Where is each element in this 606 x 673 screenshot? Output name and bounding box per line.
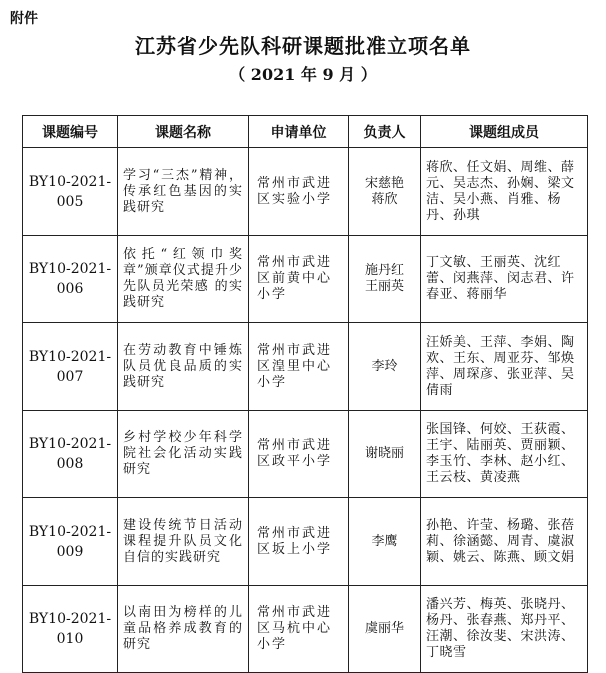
project-name: 在劳动教育中锤炼队员优良品质的实践研究: [118, 323, 249, 411]
table-row: [23, 411, 588, 498]
header-unit: 申请单位: [249, 116, 349, 148]
project-name: 学习“三杰”精神，传承红色基因的实践研究: [118, 148, 249, 236]
applicant-unit: 常州市武进区实验小学: [249, 148, 349, 236]
project-table: [22, 115, 588, 673]
table-header-row: [23, 116, 588, 148]
project-code: BY10-2021-008: [23, 411, 118, 498]
header-lead: 负责人: [349, 116, 421, 148]
project-code: BY10-2021-006: [23, 236, 118, 323]
table-row: [23, 586, 588, 673]
document-date: （ 2021 年 9 月 ）: [229, 65, 377, 84]
attachment-label: 附件: [10, 11, 38, 27]
team-members: 张国锋、何姣、王荻霞、王宇、陆丽英、贾丽颖、李玉竹、李林、赵小红、王云枝、黄凌燕: [421, 411, 588, 498]
project-code: BY10-2021-009: [23, 498, 118, 586]
project-name: 建设传统节日活动课程提升队员文化自信的实践研究: [118, 498, 249, 586]
team-members: 汪娇美、王萍、李娟、陶欢、王东、周亚芬、邹焕萍、周琛彦、张亚萍、吴倩雨: [421, 323, 588, 411]
project-name: 以南田为榜样的儿童品格养成教育的研究: [118, 586, 249, 673]
project-lead: 李玲: [349, 323, 421, 411]
project-code: BY10-2021-010: [23, 586, 118, 673]
applicant-unit: 常州市武进区政平小学: [249, 411, 349, 498]
team-members: 蒋欣、任文娟、周维、薛元、吴志杰、孙娴、梁文洁、吴小燕、肖雅、杨丹、孙琪: [421, 148, 588, 236]
project-code: BY10-2021-007: [23, 323, 118, 411]
project-lead: 施丹红 王丽英: [349, 236, 421, 323]
team-members: 潘兴芳、梅英、张晓丹、杨丹、张春燕、郑丹平、汪潮、徐汝斐、宋洪涛、丁晓雪: [421, 586, 588, 673]
table-row: [23, 236, 588, 323]
document-title: 江苏省少先队科研课题批准立项名单: [135, 34, 471, 58]
table-row: [23, 498, 588, 586]
team-members: 孙艳、许莹、杨璐、张蓓莉、徐涵懿、周青、虞淑颖、姚云、陈燕、顾文娟: [421, 498, 588, 586]
table-row: [23, 323, 588, 411]
project-name: 依托“红领巾奖章”颁章仪式提升少先队员光荣感 的实践研究: [118, 236, 249, 323]
project-name: 乡村学校少年科学院社会化活动实践研究: [118, 411, 249, 498]
applicant-unit: 常州市武进区前黄中心小学: [249, 236, 349, 323]
project-lead: 谢晓丽: [349, 411, 421, 498]
table-row: [23, 148, 588, 236]
project-code: BY10-2021-005: [23, 148, 118, 236]
applicant-unit: 常州市武进区马杭中心小学: [249, 586, 349, 673]
applicant-unit: 常州市武进区湟里中心小学: [249, 323, 349, 411]
header-name: 课题名称: [118, 116, 249, 148]
project-lead: 宋慈艳 蒋欣: [349, 148, 421, 236]
project-lead: 虞丽华: [349, 586, 421, 673]
team-members: 丁文敏、王丽英、沈红蕾、闵燕萍、闵志君、许春亚、蒋丽华: [421, 236, 588, 323]
header-members: 课题组成员: [421, 116, 588, 148]
applicant-unit: 常州市武进区坂上小学: [249, 498, 349, 586]
header-code: 课题编号: [23, 116, 118, 148]
project-lead: 李鹰: [349, 498, 421, 586]
